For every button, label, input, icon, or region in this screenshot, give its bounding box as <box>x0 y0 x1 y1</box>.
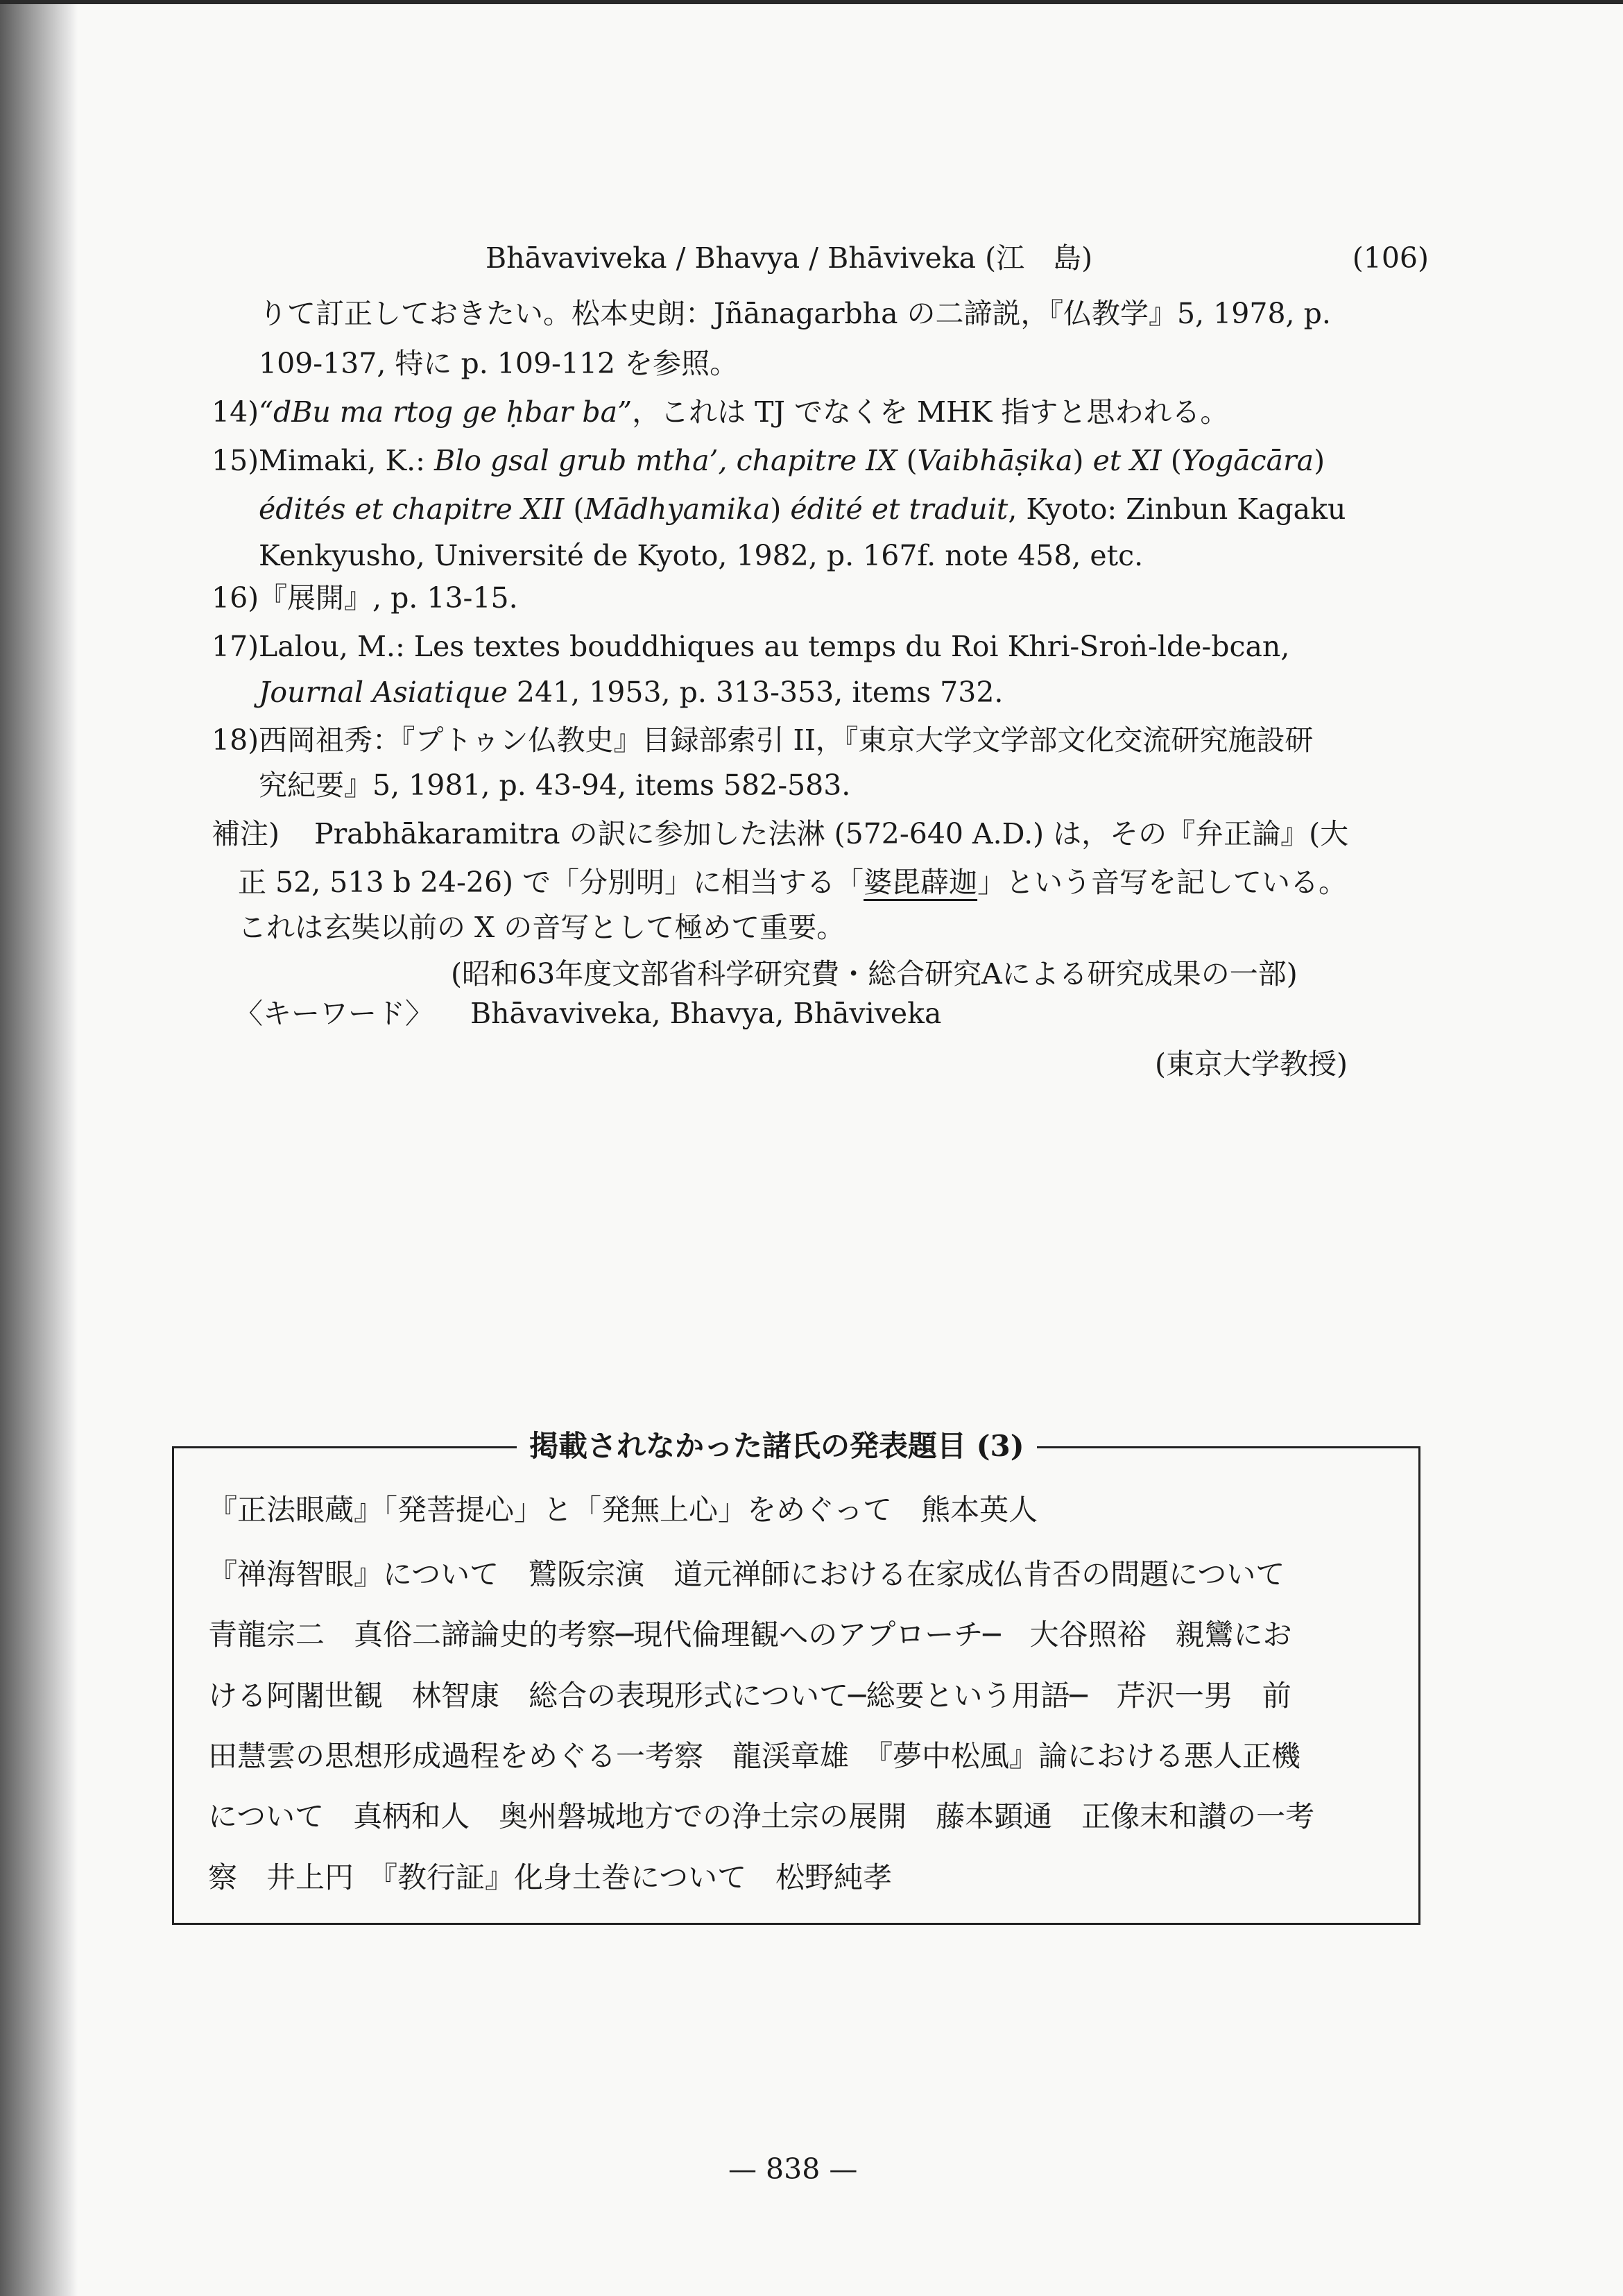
book-title: Blo gsal grub mtha’, chapitre IX <box>433 444 898 477</box>
supplementary-text: 」という音写を記している。 <box>977 866 1348 899</box>
footnote-label: 14) <box>212 395 259 429</box>
paren: ( <box>1161 444 1182 477</box>
book-title: Vaibhāṣika <box>917 444 1073 477</box>
running-header-page: (106) <box>1352 241 1429 275</box>
funding-note: (昭和63年度文部省科学研究費・総合研究Aによる研究成果の一部) <box>451 957 1298 991</box>
footnote-17 <box>212 628 1432 665</box>
supplementary-line3: これは玄奘以前の X の音写として極めて重要。 <box>238 911 845 944</box>
footnote-label: 16) <box>212 581 259 615</box>
footnote-body <box>259 393 1228 431</box>
box-line: 田慧雲の思想形成過程をめぐる一考察 龍渓章雄 『夢中松風』論における悪人正機 <box>208 1739 1301 1773</box>
paren: ) <box>770 492 791 526</box>
footnote-body <box>259 442 1325 479</box>
book-title: et XI <box>1092 444 1162 477</box>
box-line: ける阿闍世観 林智康 総合の表現形式について─総要という用語─ 芹沢一男 前 <box>208 1679 1291 1713</box>
book-title: édités et chapitre XII <box>259 492 565 526</box>
scan-binding-shadow <box>0 0 78 2296</box>
supplementary-line2 <box>238 864 1347 901</box>
box-line: について 真柄和人 奥州磐城地方での浄土宗の展開 藤本顕通 正像末和讃の一考 <box>208 1799 1315 1833</box>
scan-top-edge <box>0 0 1623 4</box>
footnote-body: 『展開』, p. 13-15. <box>259 581 518 615</box>
paren: ( <box>564 492 585 526</box>
keywords-label: 〈キーワード〉 <box>234 997 433 1030</box>
footnote-label: 18) <box>212 723 259 757</box>
footnote-16 <box>212 579 1432 617</box>
paren: ) <box>1072 444 1093 477</box>
footnote-body: Lalou, M.: Les textes bouddhiques au temps du Roi Khri-Sroṅ-lde-bcan, <box>259 630 1290 663</box>
book-title: Yogācāra <box>1181 444 1314 477</box>
footnote-18 <box>212 721 1432 759</box>
publisher: , Kyoto: Zinbun Kagaku <box>1008 492 1346 526</box>
author: Mimaki, K.: <box>259 444 434 477</box>
supplementary-note <box>212 815 1432 853</box>
book-title: Mādhyamika <box>584 492 771 526</box>
citation: 241, 1953, p. 313-353, items 732. <box>507 676 1004 709</box>
author-affiliation: (東京大学教授) <box>1155 1047 1348 1081</box>
journal-title: Journal Asiatique <box>259 676 508 709</box>
footnote-label: 15) <box>212 444 259 477</box>
box-line: 青龍宗二 真俗二諦論史的考察─現代倫理観へのアプローチ─ 大谷照裕 親鸞にお <box>208 1618 1292 1652</box>
footnote-15-line3: Kenkyusho, Université de Kyoto, 1982, p. 167f. note 458, etc. <box>259 539 1144 572</box>
footnote-italic: “dBu ma rtog ge ḥbar ba” <box>259 395 633 429</box>
footnote-17-line2 <box>259 674 1003 711</box>
box-line: 察 井上円 『教行証』化身土巻について 松野純孝 <box>208 1860 893 1894</box>
footnote-15-line2 <box>259 490 1346 528</box>
keywords: Bhāvaviveka, Bhavya, Bhāviveka <box>470 997 942 1030</box>
supplementary-line1: Prabhākaramitra の訳に参加した法淋 (572-640 A.D.) は，その『弁正論』(大 <box>314 817 1349 850</box>
supplementary-text: 正 52, 513 b 24-26) で「分別明」に相当する「 <box>238 866 864 899</box>
footnote-text: ，これは TJ でなくを MHK 指すと思われる。 <box>632 395 1229 429</box>
supplementary-label: 補注) <box>212 817 280 850</box>
running-header-title: Bhāvaviveka / Bhavya / Bhāviveka (江 島) <box>486 241 1093 275</box>
book-title: édité et traduit <box>790 492 1008 526</box>
paren: ) <box>1314 444 1325 477</box>
footnote-continuation-line2: 109-137, 特に p. 109-112 を参照。 <box>259 347 739 380</box>
box-line: 『禅海智眼』について 鷲阪宗演 道元禅師における在家成仏肯否の問題について <box>208 1557 1285 1591</box>
footnote-14 <box>212 393 1432 431</box>
underlined-transcription: 婆毘薜迦 <box>864 866 978 899</box>
paren: ( <box>897 444 918 477</box>
footnote-18-line2: 究紀要』5, 1981, p. 43-94, items 582-583. <box>259 769 851 802</box>
page-number: — 838 — <box>728 2152 858 2186</box>
footnote-continuation-line1: りて訂正しておきたい。松本史朗：Jñānagarbha の二諦説，『仏教学』5, 1978, p. <box>259 297 1331 330</box>
footnote-body: 西岡祖秀：『プトゥン仏教史』目録部索引 II，『東京大学文学部文化交流研究施設研 <box>259 723 1314 757</box>
footnote-15 <box>212 442 1432 479</box>
box-line: 『正法眼蔵』「発菩提心」と「発無上心」をめぐって 熊本英人 <box>208 1493 1038 1527</box>
footnote-label: 17) <box>212 630 259 663</box>
box-title: 掲載されなかった諸氏の発表題目 (3) <box>517 1428 1037 1465</box>
